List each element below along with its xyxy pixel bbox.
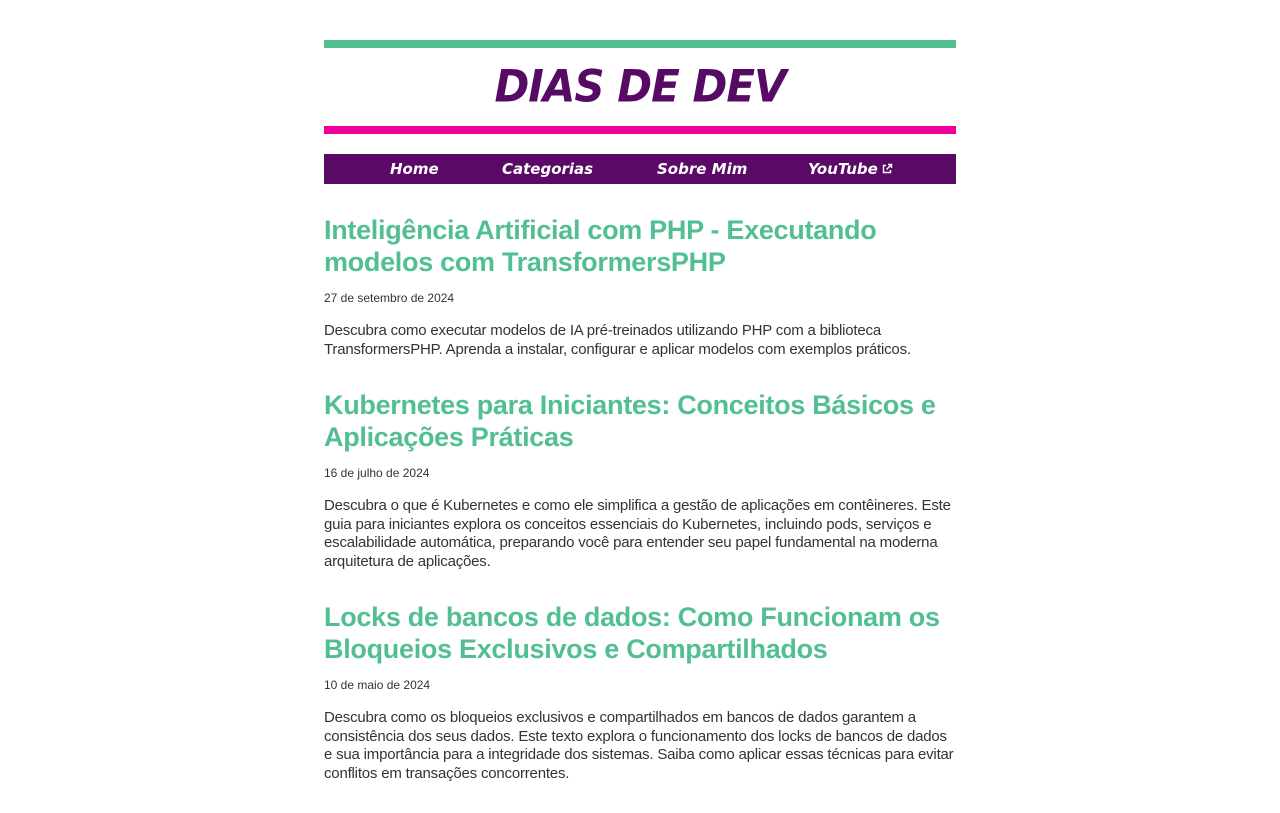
external-link-icon xyxy=(881,163,893,175)
post-description: Descubra como os bloqueios exclusivos e compartilhados em bancos de dados garantem a consistência dos seus dados. Este texto explora o funcionamento dos locks de bancos de dados e sua importância para a integridade dos sistemas. Saiba como aplicar essas técnicas para evitar conflitos em transações concorrentes. xyxy=(324,709,954,782)
site-logo-title[interactable]: DIAS DE DEV xyxy=(494,60,786,113)
post-title[interactable]: Inteligência Artificial com PHP - Executando modelos com TransformersPHP xyxy=(324,215,877,277)
post-title[interactable]: Kubernetes para Iniciantes: Conceitos Básicos e Aplicações Práticas xyxy=(324,390,936,452)
nav-youtube[interactable] xyxy=(808,160,893,178)
post-title[interactable]: Locks de bancos de dados: Como Funcionam os Bloqueios Exclusivos e Compartilhados xyxy=(324,602,940,664)
page-container xyxy=(324,40,956,813)
post-description: Descubra o que é Kubernetes e como ele simplifica a gestão de aplicações em contêineres. Este guia para iniciantes explora os conceitos essenciais do Kubernetes, incluindo pods, serviços e escalabilidade automática, preparando você para entender seu papel fundamental na moderna arquitetura de aplicações. xyxy=(324,497,951,570)
nav-youtube-label: YouTube xyxy=(808,160,878,178)
nav-categorias[interactable] xyxy=(502,160,657,178)
post-item xyxy=(324,214,956,359)
main-nav xyxy=(324,154,956,184)
post-date: 10 de maio de 2024 xyxy=(324,678,431,692)
nav-categorias-label: Categorias xyxy=(502,160,594,178)
post-item xyxy=(324,601,956,783)
header-bottom-bar xyxy=(324,126,956,134)
nav-home-label: Home xyxy=(390,160,439,178)
post-item xyxy=(324,389,956,571)
header-top-bar xyxy=(324,40,956,48)
brand xyxy=(324,48,956,126)
post-date: 16 de julho de 2024 xyxy=(324,466,430,480)
nav-sobre-mim[interactable] xyxy=(657,160,808,178)
post-list xyxy=(324,214,956,783)
nav-sobre-mim-label: Sobre Mim xyxy=(657,160,748,178)
site-header xyxy=(324,40,956,134)
post-description: Descubra como executar modelos de IA pré-treinados utilizando PHP com a biblioteca TransformersPHP. Aprenda a instalar, configurar e aplicar modelos com exemplos práticos. xyxy=(324,322,911,358)
post-date: 27 de setembro de 2024 xyxy=(324,291,455,305)
nav-home[interactable] xyxy=(390,160,502,178)
